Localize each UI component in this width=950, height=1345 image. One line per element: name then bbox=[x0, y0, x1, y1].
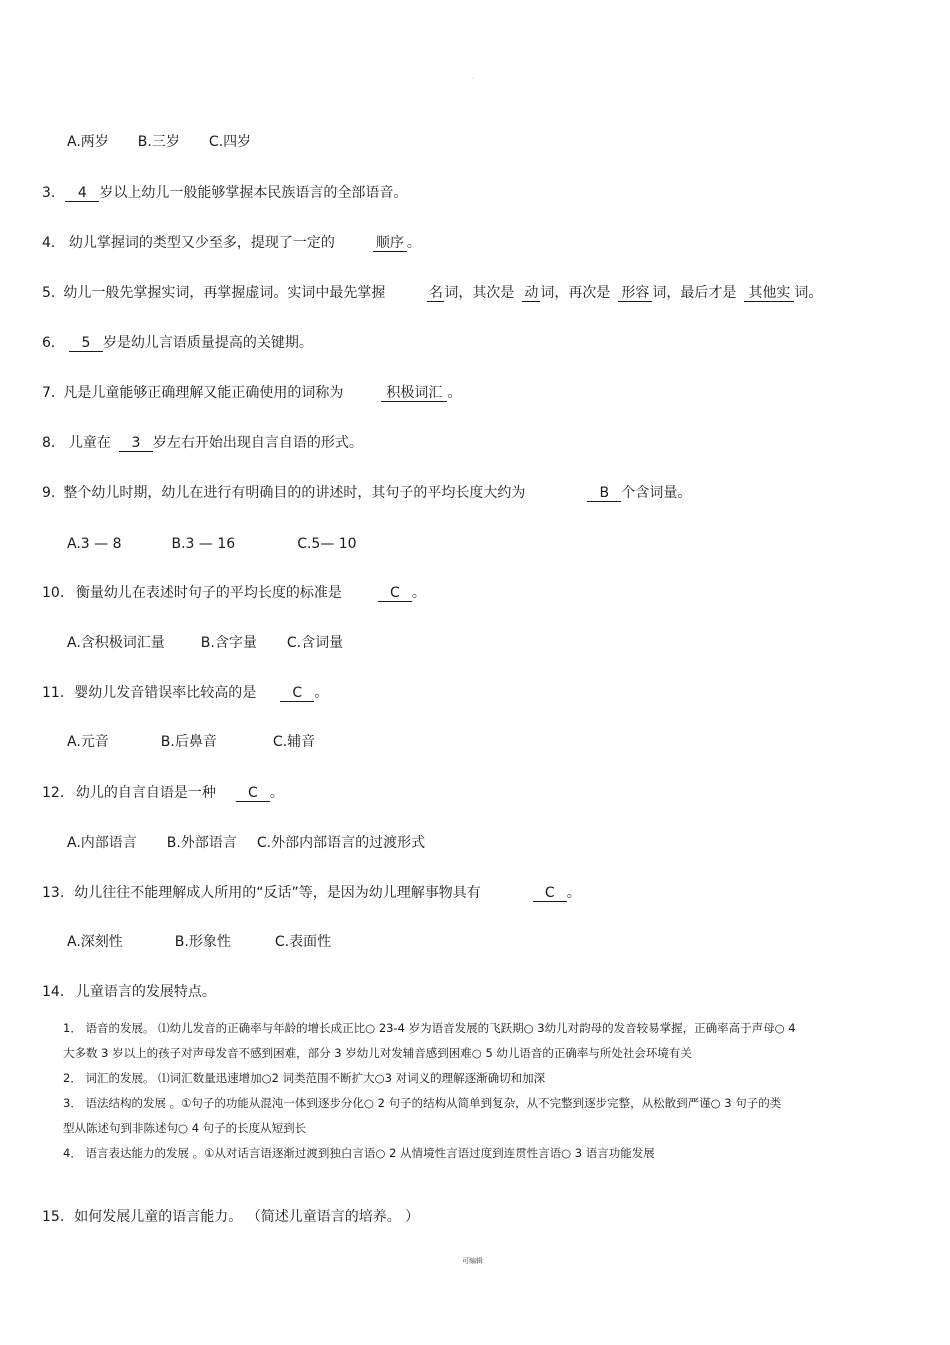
q10-options bbox=[67, 634, 343, 652]
answer-blank: C bbox=[378, 585, 412, 602]
answer-blank: C bbox=[236, 785, 270, 802]
q14-item-3-line-2: 型从陈述句到非陈述句○ 4 句子的长度从短到长 bbox=[63, 1121, 307, 1135]
question-text: 如何发展儿童的语言能力。 （简述儿童语言的培养。 ） bbox=[74, 1209, 420, 1225]
q13-option-a: A.深刻性 bbox=[67, 934, 123, 950]
question-number: 5. bbox=[42, 285, 56, 301]
question-text: 幼儿的自言自语是一种 bbox=[75, 785, 216, 801]
question-end: 。 bbox=[406, 235, 421, 251]
question-9 bbox=[42, 484, 691, 502]
answer-blank: 5 bbox=[69, 335, 103, 352]
question-text: 幼儿往往不能理解成人所用的“反话”等，是因为幼儿理解事物具有 bbox=[74, 885, 481, 901]
question-text: 凡是儿童能够正确理解又能正确使用的词称为 bbox=[63, 385, 344, 401]
question-14 bbox=[42, 983, 216, 1001]
question-text: 词。 bbox=[794, 285, 823, 301]
question-7 bbox=[42, 384, 461, 402]
question-text: 儿童在 bbox=[68, 435, 111, 451]
question-text: 词，最后才是 bbox=[652, 285, 737, 301]
question-text: 幼儿一般先掌握实词，再掌握虚词。实词中最先掌握 bbox=[63, 285, 386, 301]
question-end: 。 bbox=[447, 385, 462, 401]
q12-options bbox=[67, 834, 425, 852]
question-text: 岁是幼儿言语质量提高的关键期。 bbox=[102, 335, 313, 351]
q12-option-b: B.外部语言 bbox=[166, 835, 237, 851]
question-text: 整个幼儿时期，幼儿在进行有明确目的的讲述时，其句子的平均长度大约为 bbox=[63, 485, 526, 501]
answer-blank-2: 动 bbox=[524, 285, 539, 301]
q2-option-a: A.两岁 bbox=[67, 134, 109, 150]
q12-option-a: A.内部语言 bbox=[67, 835, 137, 851]
question-number: 8． bbox=[42, 435, 65, 451]
answer-blank: C bbox=[533, 885, 567, 902]
q13-option-c: C.表面性 bbox=[274, 934, 332, 950]
q10-option-b: B.含字量 bbox=[200, 635, 257, 651]
question-text: 幼儿掌握词的类型又少至多，提现了一定的 bbox=[68, 235, 335, 251]
question-5 bbox=[42, 284, 822, 302]
question-text: 岁以上幼儿一般能够掌握本民族语言的全部语音。 bbox=[99, 185, 408, 201]
question-8 bbox=[42, 434, 363, 452]
q11-option-b: B.后鼻音 bbox=[160, 734, 217, 750]
answer-blank: B bbox=[587, 485, 621, 502]
answer-blank-3: 形容 bbox=[618, 285, 652, 302]
answer-blank: 4 bbox=[65, 185, 99, 202]
question-end: 。 bbox=[314, 685, 329, 701]
question-number: 10． bbox=[42, 585, 74, 601]
question-number: 4． bbox=[42, 235, 65, 251]
q10-option-a: A.含积极词汇量 bbox=[67, 635, 165, 651]
question-11 bbox=[42, 684, 328, 702]
footer-editable-mark: 可编辑 bbox=[462, 1257, 483, 1265]
question-end: 。 bbox=[269, 785, 284, 801]
q9-options bbox=[67, 535, 357, 553]
q14-item-2: 2． 词汇的发展。 ⑴词汇数量迅速增加○2 词类范围不断扩大○3 对词义的理解逐渐确切和加深 bbox=[63, 1071, 546, 1085]
question-number: 15. bbox=[42, 1209, 65, 1225]
q9-option-a: A.3 — 8 bbox=[67, 536, 122, 552]
answer-blank: 顺序 bbox=[373, 235, 407, 252]
q11-options bbox=[67, 733, 315, 751]
question-text: 儿童语言的发展特点。 bbox=[75, 984, 216, 1000]
question-number: 12． bbox=[42, 785, 74, 801]
header-mark: . bbox=[472, 74, 474, 81]
question-4 bbox=[42, 234, 421, 252]
q13-options bbox=[67, 933, 331, 951]
question-text: 衡量幼儿在表述时句子的平均长度的标准是 bbox=[75, 585, 342, 601]
question-6 bbox=[42, 334, 313, 352]
question-15 bbox=[42, 1208, 419, 1226]
question-number: 13. bbox=[42, 885, 65, 901]
answer-blank-1: 名 bbox=[428, 285, 443, 301]
answer-blank-4: 其他实 bbox=[744, 285, 794, 302]
q9-option-c: C.5— 10 bbox=[297, 536, 357, 552]
question-text: 词，其次是 bbox=[444, 285, 515, 301]
question-number: 11. bbox=[42, 685, 65, 701]
question-13 bbox=[42, 884, 581, 902]
question-text: 词，再次是 bbox=[540, 285, 611, 301]
q14-item-4: 4． 语言表达能力的发展 。①从对话言语逐渐过渡到独白言语○ 2 从情境性言语过度到连贯性言语○ 3 语言功能发展 bbox=[63, 1146, 655, 1160]
question-end: 个含词量。 bbox=[621, 485, 692, 501]
q2-option-b: B.三岁 bbox=[137, 134, 180, 150]
q14-item-3-line-1: 3． 语法结构的发展 。①句子的功能从混沌一体到逐步分化○ 2 句子的结构从简单到复杂，从不完整到逐步完整，从松散到严谨○ 3 句子的类 bbox=[63, 1096, 782, 1110]
answer-blank: 积极词汇 bbox=[381, 385, 447, 402]
question-3 bbox=[42, 184, 407, 202]
question-text: 婴幼儿发音错误率比较高的是 bbox=[74, 685, 257, 701]
question-number: 6． bbox=[42, 335, 65, 351]
question-text: 岁左右开始出现自言自语的形式。 bbox=[152, 435, 363, 451]
q11-option-a: A.元音 bbox=[67, 734, 109, 750]
q11-option-c: C.辅音 bbox=[272, 734, 316, 750]
q9-option-b: B.3 — 16 bbox=[171, 536, 236, 552]
q12-option-c: C.外部内部语言的过渡形式 bbox=[256, 835, 426, 851]
q2-options bbox=[67, 133, 251, 151]
answer-blank: C bbox=[280, 685, 314, 702]
question-12 bbox=[42, 784, 284, 802]
question-number: 9. bbox=[42, 485, 56, 501]
q13-option-b: B.形象性 bbox=[174, 934, 231, 950]
question-number: 3. bbox=[42, 185, 56, 201]
question-10 bbox=[42, 584, 426, 602]
q2-option-c: C.四岁 bbox=[208, 134, 252, 150]
q14-item-1-line-1: 1． 语音的发展。 ⑴幼儿发音的正确率与年龄的增长成正比○ 23-4 岁为语音发展的飞跃期○ 3幼儿对韵母的发音较易掌握，正确率高于声母○ 4 bbox=[63, 1021, 796, 1035]
answer-blank: 3 bbox=[119, 435, 153, 452]
q14-item-1-line-2: 大多数 3 岁以上的孩子对声母发音不感到困难，部分 3 岁幼儿对发辅音感到困难○ 5 幼儿语音的正确率与所处社会环境有关 bbox=[63, 1046, 692, 1060]
question-end: 。 bbox=[566, 885, 581, 901]
q10-option-c: C.含词量 bbox=[286, 635, 344, 651]
question-end: 。 bbox=[411, 585, 426, 601]
question-number: 14． bbox=[42, 984, 74, 1000]
question-number: 7. bbox=[42, 385, 56, 401]
